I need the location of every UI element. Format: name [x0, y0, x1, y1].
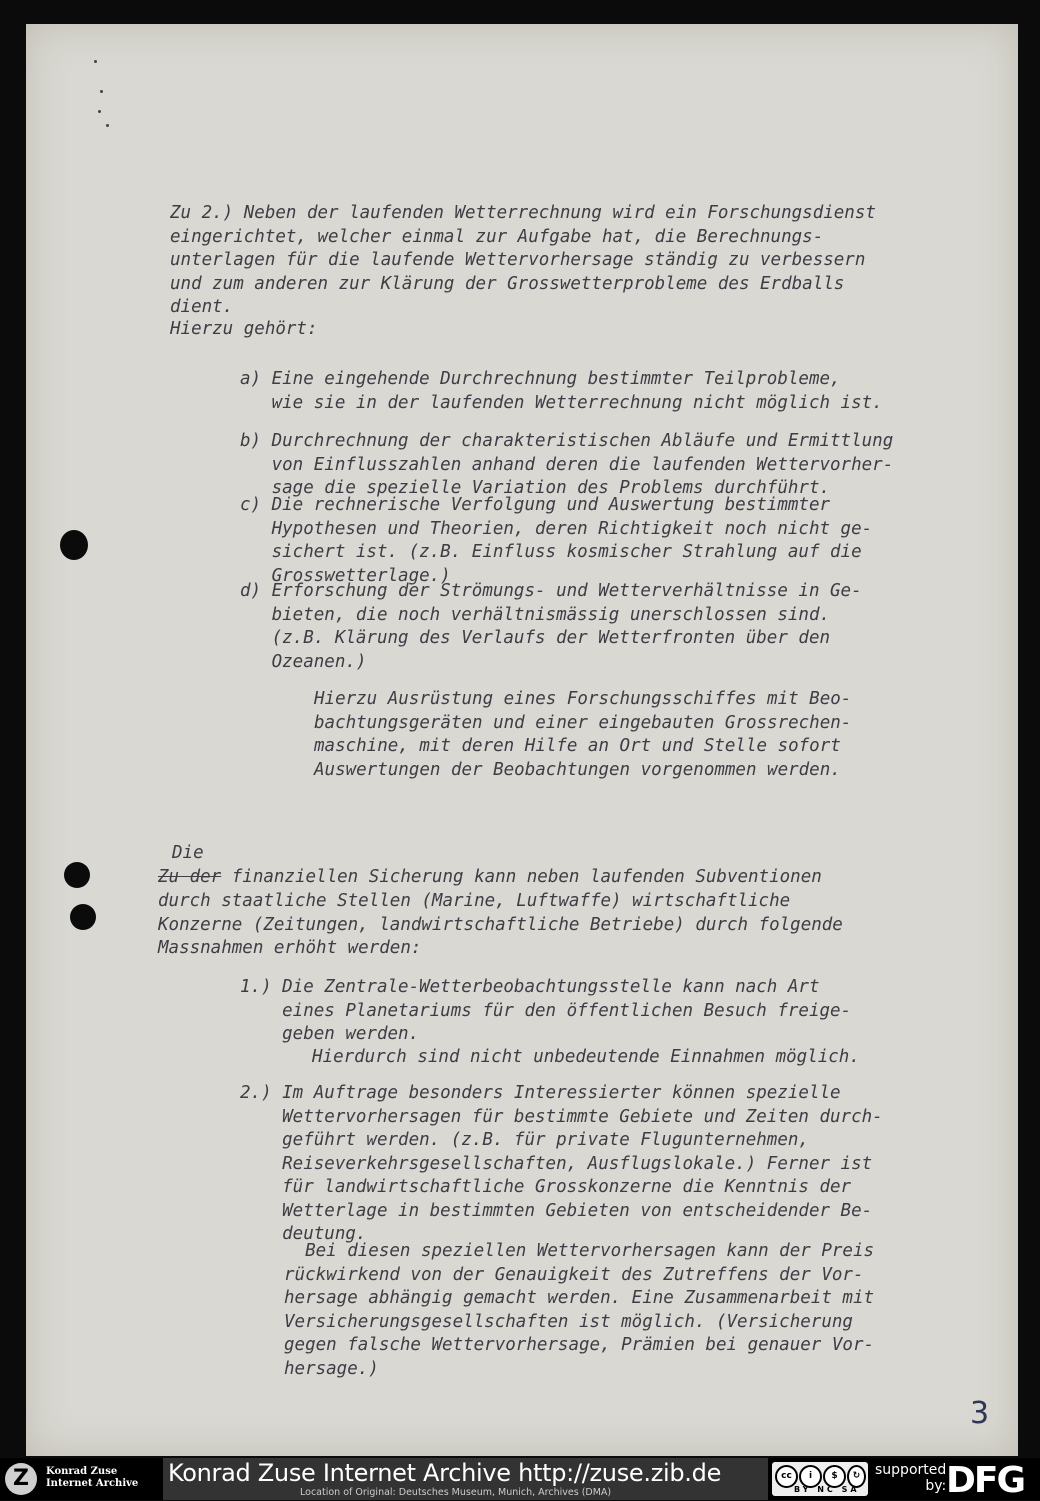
list-item-d: d) Erforschung der Strömungs- und Wetterverhältnisse in Ge- bieten, die noch verhältnismässig unerschlossen sind. (z.B. Klärung des Verlaufs der Wetterfronten über den Ozeanen.) — [240, 581, 862, 672]
punch-hole — [64, 862, 90, 888]
page-number: 3 — [970, 1396, 990, 1431]
finance-inserted-word: Die — [172, 843, 204, 863]
finance-struck-text: Zu der — [158, 867, 222, 887]
paper-mark — [106, 124, 109, 127]
list-item-b: b) Durchrechnung der charakteristischen Abläufe und Ermittlung von Einflusszahlen anhand deren die laufenden Wettervorher- sage die spezielle Variation des Problems durchführt. — [240, 431, 894, 498]
paper-mark — [98, 110, 101, 113]
archive-title-link[interactable]: Konrad Zuse Internet Archive http://zuse.zib.de — [168, 1459, 722, 1487]
supported-by-text — [875, 1462, 946, 1494]
archive-logo-line2: Internet Archive — [46, 1478, 139, 1489]
document-page — [26, 24, 1018, 1456]
measure-2-note: Bei diesen speziellen Wettervorhersagen kann der Preis rückwirkend von der Genauigkeit des Zutreffens der Vor- hersage abhängig gemacht werden. Eine Zusammenarbeit mit Versicherungsgesellschaften ist möglich. (Versicherung gegen falsche Wettervorhersage, Prämien bei genauer Vor- hersage.) — [284, 1241, 875, 1379]
list-item-c: c) Die rechnerische Verfolgung und Auswertung bestimmter Hypothesen und Theorien, deren Richtigkeit noch nicht ge- sichert ist. (z.B. Einfluss kosmischer Strahlung auf die Grosswetterlage.) — [240, 495, 873, 586]
item-d-note: Hierzu Ausrüstung eines Forschungsschiffes mit Beo- bachtungsgeräten und einer eingebauten Grossrechen- maschine, mit deren Hilfe an Ort und Stelle sofort Auswertungen der Beobachtungen vorgenommen werden. — [314, 689, 852, 780]
archive-footer — [0, 1458, 1040, 1500]
paper-mark — [100, 90, 103, 93]
measure-1: 1.) Die Zentrale-Wetterbeobachtungsstelle kann nach Art eines Planetariums für den öffentlichen Besuch freige- geben werden. — [240, 977, 852, 1044]
punch-hole — [60, 530, 88, 560]
creative-commons-license-icon[interactable] — [772, 1462, 868, 1496]
measure-2: 2.) Im Auftrage besonders Interessierter können spezielle Wettervorhersagen für bestimmte Gebiete und Zeiten durch- geführt werden. (z.B. für private Flugunternehmen, Reiseverkehrsgesellschaften, Ausflugslokale.) Ferner ist für landwirtschaftliche Grosskonzerne die Kenntnis der Wetterlage in bestimmten Gebieten von entscheidender Be- deutung. — [240, 1083, 883, 1244]
finance-first-line-rest: finanziellen Sicherung kann neben laufenden Subventionen — [221, 867, 822, 887]
nc-icon: $ — [823, 1465, 846, 1488]
zuse-logo-icon[interactable]: Z — [5, 1463, 37, 1495]
license-label: BY NC SA — [794, 1485, 860, 1494]
finance-paragraph: durch staatliche Stellen (Marine, Luftwaffe) wirtschaftliche Konzerne (Zeitungen, landwirtschaftliche Betriebe) durch folgende Massnahmen erhöht werden: — [158, 891, 843, 958]
hierzu-heading: Hierzu gehört: — [170, 319, 318, 339]
location-of-original: Location of Original: Deutsches Museum, Munich, Archives (DMA) — [300, 1487, 612, 1498]
supported-line1: supported — [875, 1462, 947, 1478]
list-item-a: a) Eine eingehende Durchrechnung bestimmter Teilprobleme, wie sie in der laufenden Wetterrechnung nicht möglich ist. — [240, 369, 883, 413]
dfg-logo[interactable]: DFG — [946, 1460, 1025, 1501]
archive-logo-text — [46, 1466, 138, 1490]
sa-icon: ↻ — [847, 1465, 866, 1488]
section-intro: Zu 2.) Neben der laufenden Wetterrechnung wird ein Forschungsdienst eingerichtet, welcher einmal zur Aufgabe hat, die Berechnungs- unterlagen für die laufende Wettervorhersage ständig zu verbessern und zum anderen zur Klärung der Grosswetterprobleme des Erdballs dient. — [170, 203, 876, 317]
archive-logo-line1: Konrad Zuse — [46, 1466, 118, 1477]
supported-line2: by: — [925, 1478, 947, 1494]
measure-1-note: Hierdurch sind nicht unbedeutende Einnahmen möglich. — [312, 1047, 860, 1067]
cc-icon: cc — [775, 1465, 798, 1488]
punch-hole — [70, 904, 96, 930]
by-icon: i — [799, 1465, 822, 1488]
paper-mark — [94, 60, 97, 63]
finance-first-line — [158, 866, 822, 890]
